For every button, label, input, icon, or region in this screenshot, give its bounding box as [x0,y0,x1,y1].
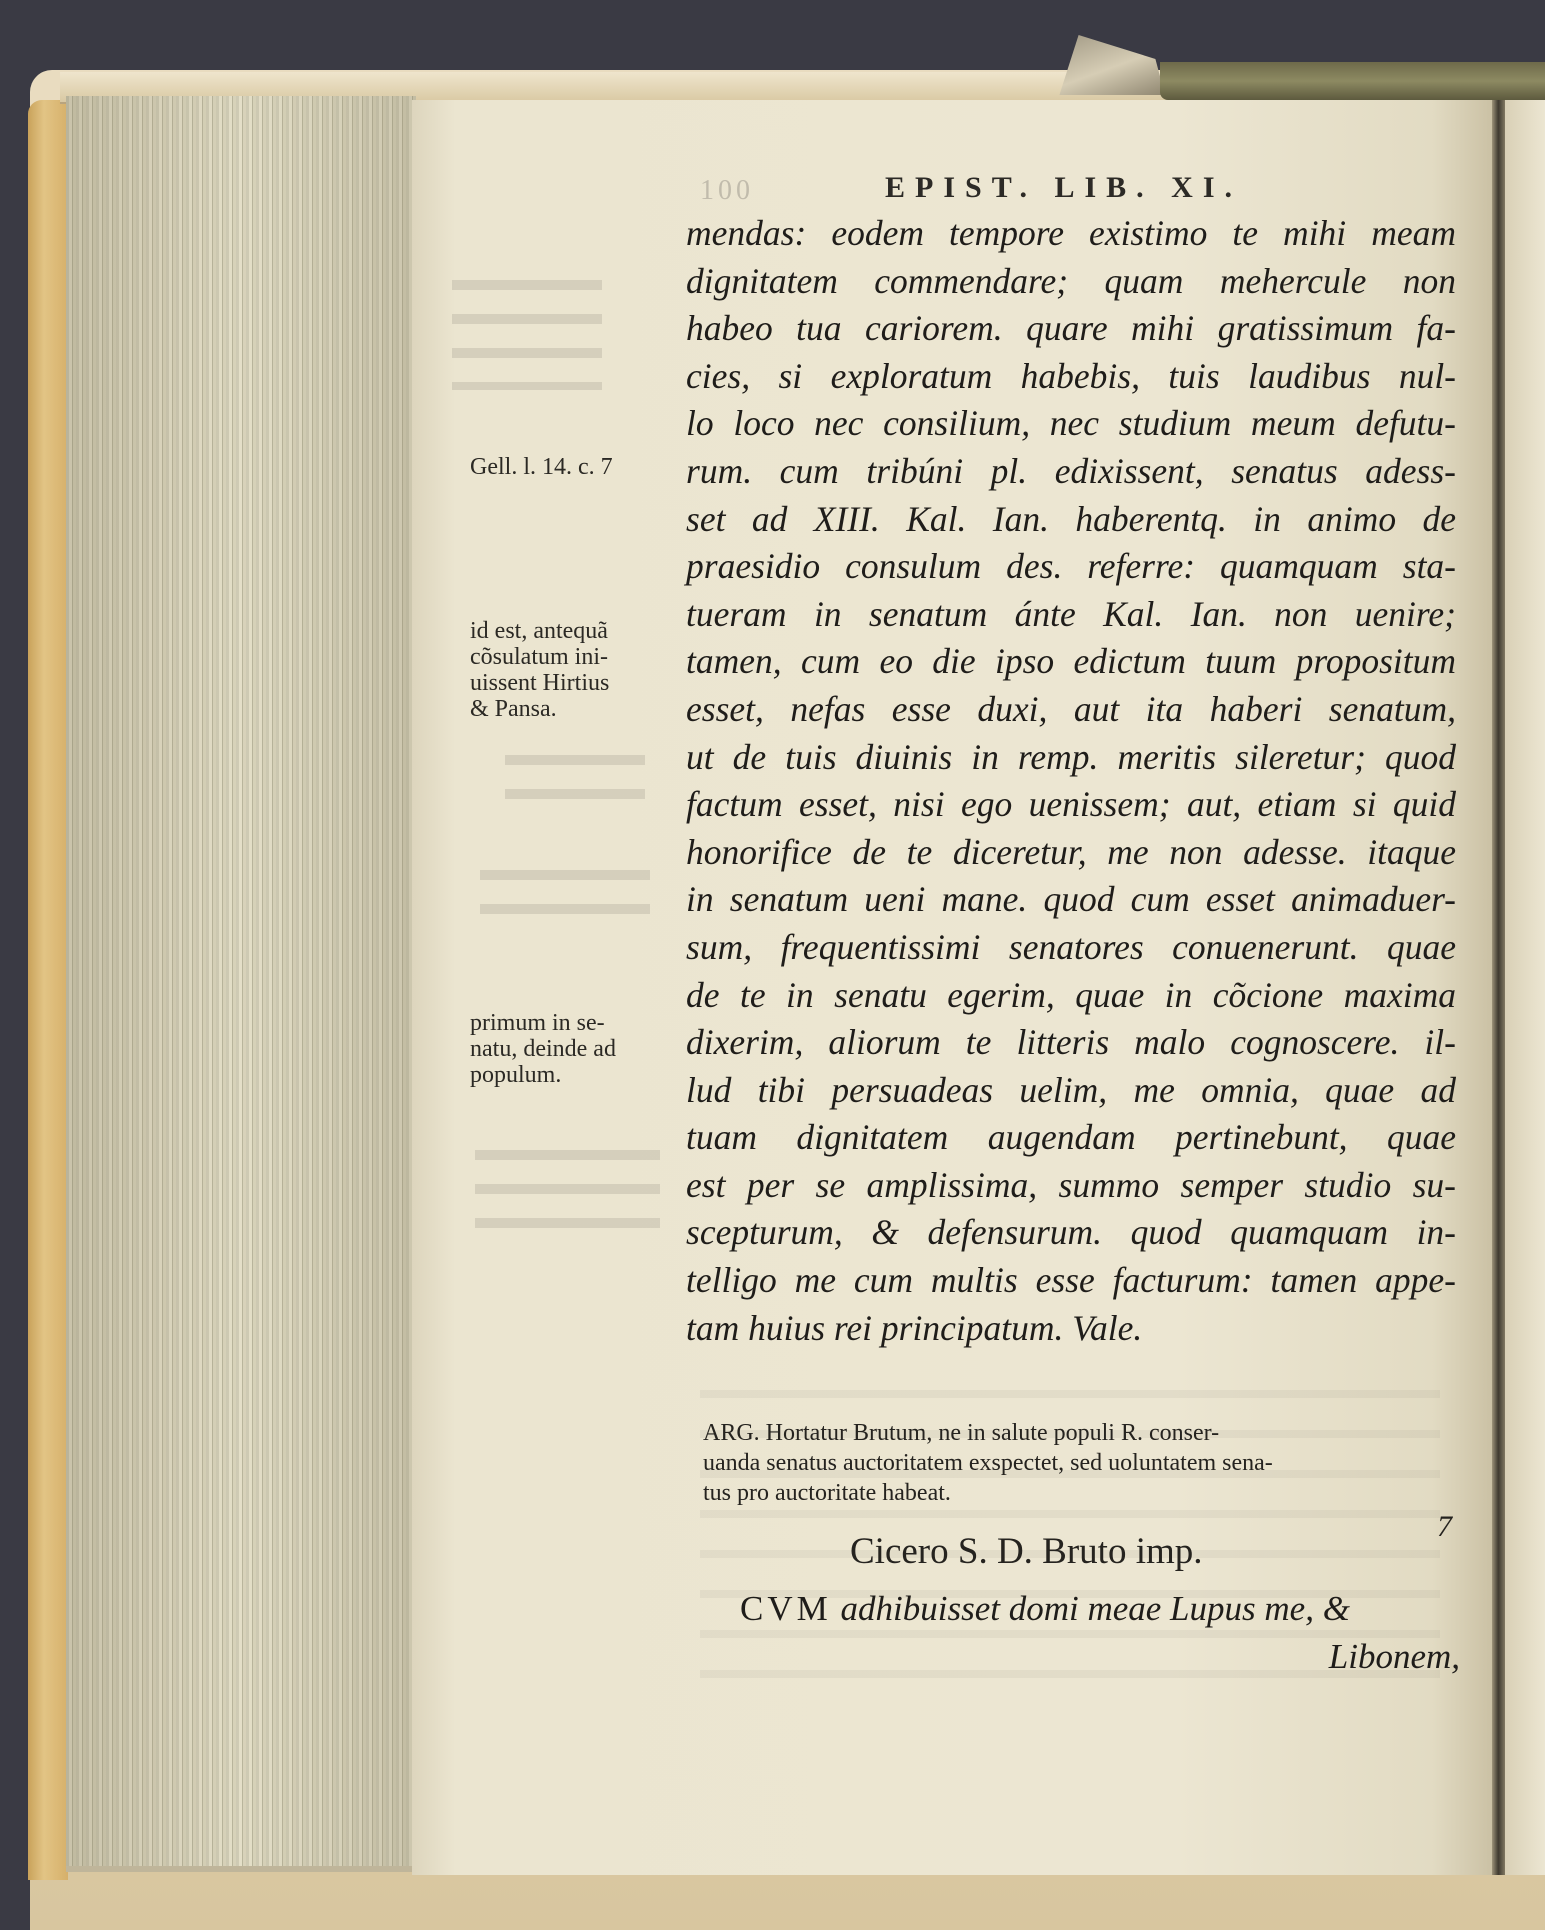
body-line: de te in senatu egerim, quae in cõcione maxima [686,974,1456,1015]
facing-page-edge [1505,100,1545,1875]
show-through-page-number: 100 [700,175,754,206]
letter-salutation: Cicero S. D. Bruto imp. [850,1531,1203,1572]
margin-note-gellius [470,454,613,480]
body-line: dignitatem commendare; quam mehercule non [686,260,1456,301]
page-gutter [1492,100,1506,1875]
argument-summary [703,1418,1461,1508]
body-line: dixerim, aliorum te litteris malo cognoscere. il- [686,1022,1456,1063]
body-line: scepturum, & defensurum. quod quamquam in- [686,1212,1456,1253]
show-through-block-3 [480,870,650,930]
body-line: honorifice de te diceretur, me non adesse. itaque [686,831,1456,872]
body-line: cies, si exploratum habebis, tuis laudibus nul- [686,355,1456,396]
argument-line: uanda senatus auctoritatem exspectet, sed uoluntatem sena- [703,1450,1273,1476]
binding-spine [28,100,68,1880]
body-line: esset, nefas esse duxi, aut ita haberi senatum, [686,688,1456,729]
letter-catchword: Libonem, [1328,1637,1460,1676]
letter-opening [740,1585,1460,1681]
argument-line: tus pro auctoritate habeat. [703,1480,951,1506]
margin-note-line: populum. [470,1062,562,1088]
argument-line: ARG. Hortatur Brutum, ne in salute populi R. conser- [703,1420,1220,1446]
clasp-fragment [1045,35,1165,95]
signature-mark: 7 [1437,1510,1452,1543]
body-line: factum esset, nisi ego uenissem; aut, etiam si quid [686,784,1456,825]
body-line: in senatum ueni mane. quod cum esset animaduer- [686,879,1456,920]
body-line: ut de tuis diuinis in remp. meritis sileretur; quod [686,736,1456,777]
body-line: tamen, cum eo die ipso edictum tuum propositum [686,641,1456,682]
margin-note-line: & Pansa. [470,696,557,722]
margin-note-antequam [470,618,609,722]
body-line: tuam dignitatem augendam pertinebunt, quae [686,1117,1456,1158]
margin-note-line: cõsulatum ini- [470,644,608,670]
body-line: tueram in senatum ánte Kal. Ian. non uenire; [686,593,1456,634]
body-line: praesidio consulum des. referre: quamquam sta- [686,546,1456,587]
body-line: lo loco nec consilium, nec studium meum defutu- [686,403,1456,444]
body-line: tam huius rei principatum. Vale. [686,1307,1143,1348]
page-stack-shade [66,96,416,1866]
show-through-block-2 [505,755,645,815]
tie-strip [1160,62,1545,100]
dropcap: CVM [740,1589,832,1628]
margin-note-line: primum in se- [470,1010,605,1036]
body-line: habeo tua cariorem. quare mihi gratissimum fa- [686,308,1456,349]
margin-note-primum [470,1010,616,1088]
running-head-title: EPIST. LIB. XI. [885,171,1243,204]
body-line: set ad XIII. Kal. Ian. haberentq. in animo de [686,498,1456,539]
body-line: rum. cum tribúni pl. edixissent, senatus adess- [686,450,1456,491]
margin-note-line: id est, antequã [470,618,608,644]
letter-opening-line [740,1585,1460,1633]
margin-note-line: natu, deinde ad [470,1036,616,1062]
body-line: mendas: eodem tempore existimo te mihi meam [686,213,1456,253]
body-line: telligo me cum multis esse facturum: tamen appe- [686,1260,1456,1301]
body-line: sum, frequentissimi senatores conuenerunt. quae [686,926,1456,967]
margin-note-line: uissent Hirtius [470,670,610,696]
margin-note-line: Gell. l. 14. c. 7 [470,454,613,480]
show-through-block-4 [475,1150,660,1240]
running-head [640,165,1400,215]
letter-opening-text: adhibuisset domi meae Lupus me, & [840,1589,1350,1628]
show-through-block-1 [452,280,602,390]
body-text [686,210,1456,1352]
body-line: lud tibi persuadeas uelim, me omnia, quae ad [686,1069,1456,1110]
body-line: est per se amplissima, summo semper studio su- [686,1164,1456,1205]
